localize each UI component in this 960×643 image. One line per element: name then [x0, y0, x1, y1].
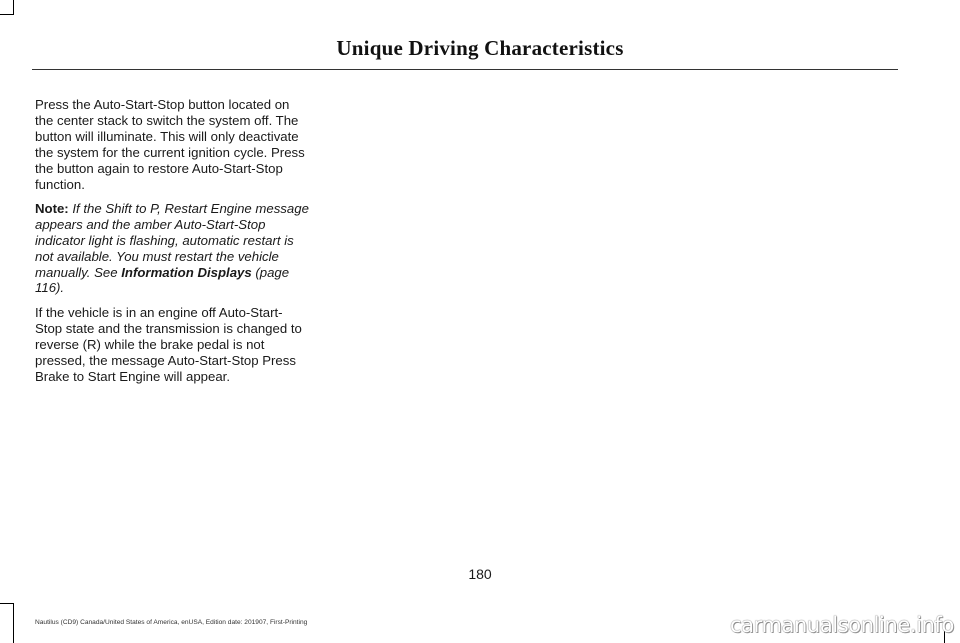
watermark: carmanualsonline.info — [730, 613, 954, 637]
page-reference: (page 116). — [35, 264, 290, 296]
page-title: Unique Driving Characteristics — [336, 36, 624, 60]
paragraph-reverse-message: If the vehicle is in an engine off Auto-Start-Stop state and the transmission is changed to reverse (R) while the brake pedal is not pressed, the message Auto-Start-Stop Press Brake to Start Engine will appear. — [35, 304, 302, 384]
crop-mark-top-left-vertical — [13, 0, 14, 14]
footer-edition-info: Nautilus (CD9) Canada/United States of America, enUSA, Edition date: 201907, First-Printing — [35, 619, 308, 626]
crop-mark-bottom-left-vertical — [13, 603, 14, 643]
crop-mark-bottom-left-horizontal — [0, 603, 14, 604]
crop-mark-top-left-horizontal — [0, 14, 14, 15]
note-label: Note: — [35, 200, 69, 216]
information-displays-link[interactable]: Information Displays — [121, 264, 252, 280]
paragraph-auto-start-stop-off: Press the Auto-Start-Stop button located on the center stack to switch the system off. The button will illuminate. This will only deactivate the system for the current ignition cycle. Press the button again to restore Auto-Start-Stop function. — [35, 97, 305, 192]
page-number: 180 — [468, 566, 492, 582]
note-text: If the Shift to P, Restart Engine message appears and the amber Auto-Start-Stop indicator light is flashing, automatic restart is not available. You must restart the vehicle manually. See — [35, 200, 309, 280]
content-column — [35, 97, 309, 393]
header-rule — [32, 69, 898, 70]
note-paragraph — [35, 201, 309, 296]
